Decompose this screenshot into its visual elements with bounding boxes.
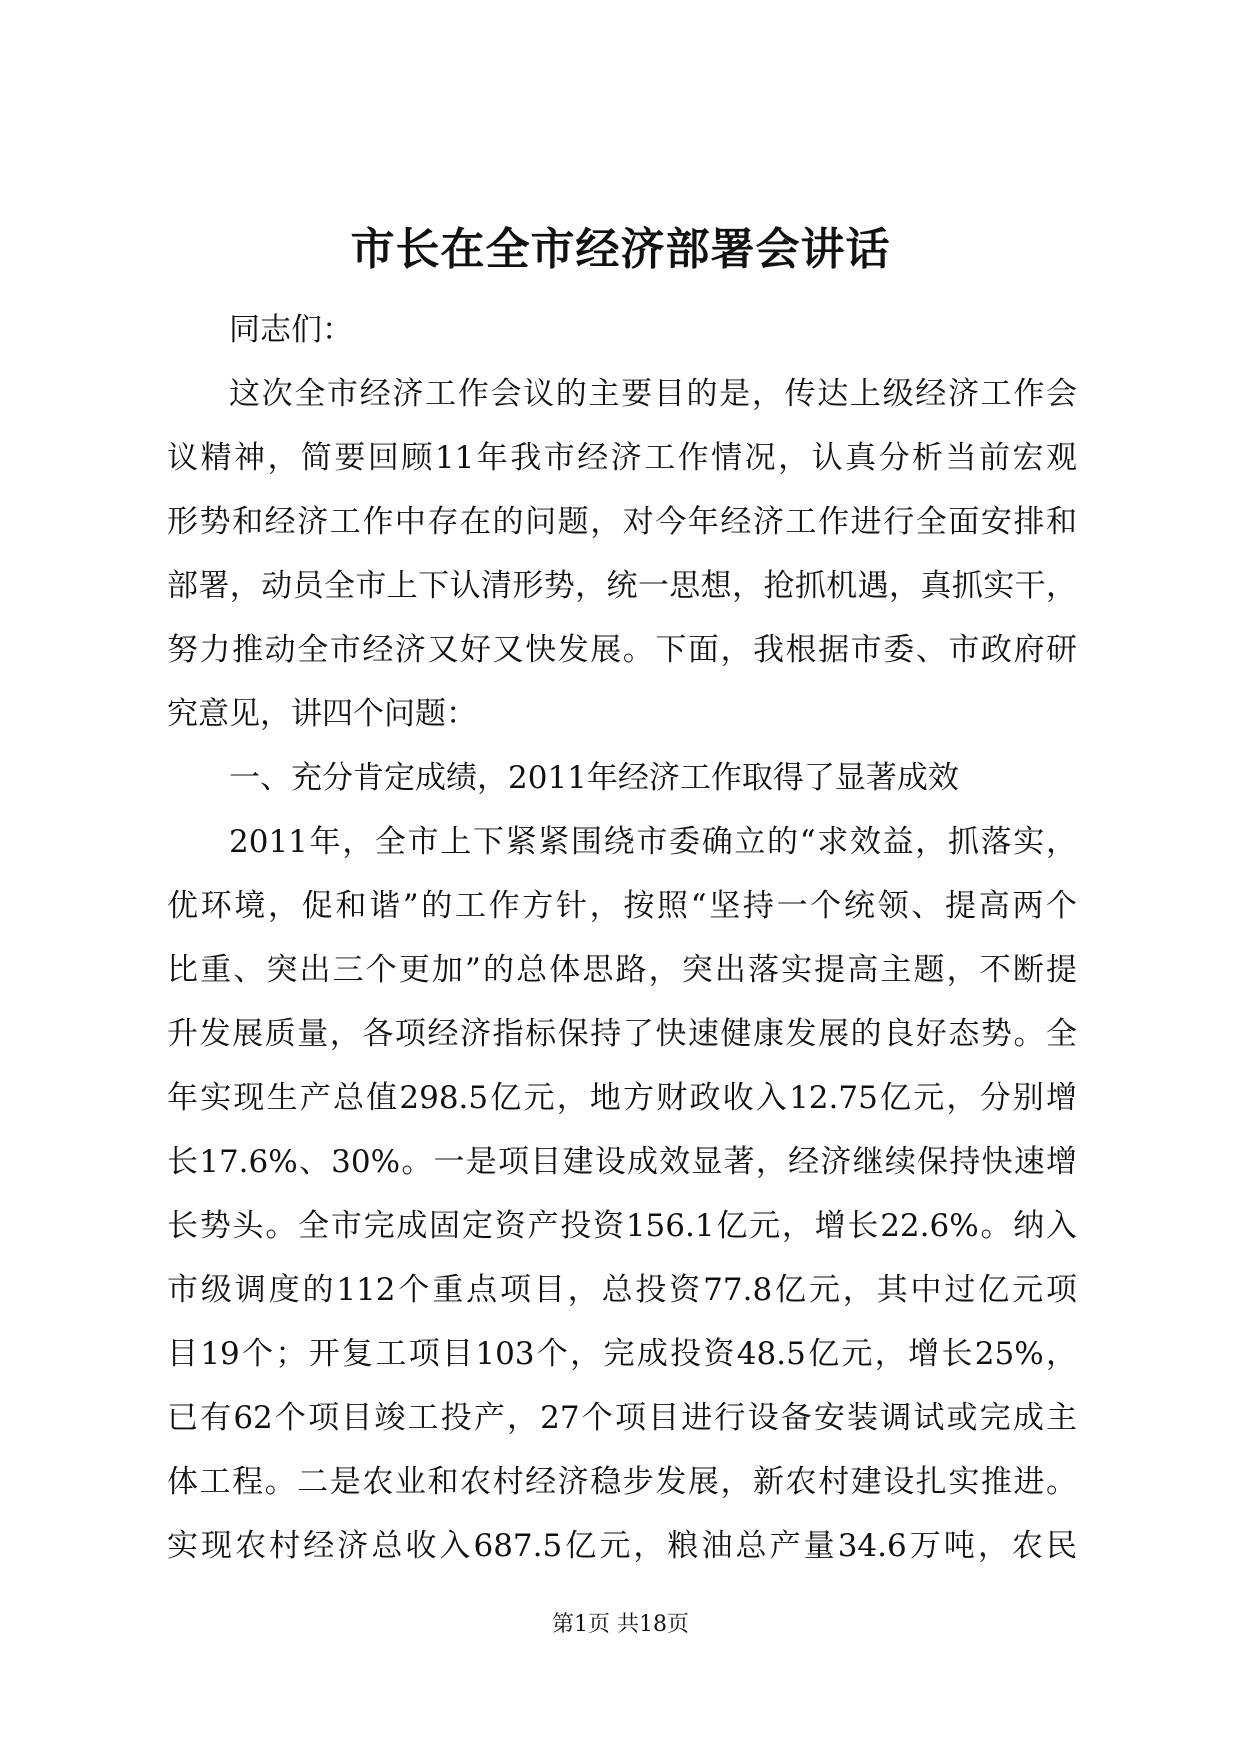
body-line: 目19个；开复工项目103个，完成投资48.5亿元，增长25%， [167, 1336, 1077, 1372]
body-line: 究意见，讲四个问题： [167, 696, 477, 732]
body-line: 一、充分肯定成绩，2011年经济工作取得了显著成效 [229, 760, 959, 796]
document-body [167, 298, 1077, 1578]
body-line: 优环境，促和谐”的工作方针，按照“坚持一个统领、提高两个 [167, 888, 1077, 924]
body-line: 这次全市经济工作会议的主要目的是，传达上级经济工作会 [229, 376, 1077, 412]
body-line: 市级调度的112个重点项目，总投资77.8亿元，其中过亿元项 [167, 1272, 1077, 1308]
body-line: 比重、突出三个更加”的总体思路，突出落实提高主题，不断提 [167, 952, 1077, 988]
body-line: 体工程。二是农业和农村经济稳步发展，新农村建设扎实推进。 [167, 1464, 1077, 1500]
document-title: 市长在全市经济部署会讲话 [350, 224, 891, 275]
body-line: 部署，动员全市上下认清形势，统一思想，抢抓机遇，真抓实干， [167, 568, 1077, 604]
body-line: 努力推动全市经济又好又快发展。下面，我根据市委、市政府研 [167, 632, 1077, 668]
body-line: 已有62个项目竣工投产，27个项目进行设备安装调试或完成主 [167, 1400, 1077, 1436]
body-line: 长势头。全市完成固定资产投资156.1亿元，增长22.6%。纳入 [167, 1208, 1077, 1244]
body-line: 长17.6%、30%。一是项目建设成效显著，经济继续保持快速增 [167, 1144, 1077, 1180]
body-line: 形势和经济工作中存在的问题，对今年经济工作进行全面安排和 [167, 504, 1077, 540]
body-line: 2011年，全市上下紧紧围绕市委确立的“求效益，抓落实， [229, 824, 1077, 860]
body-line: 实现农村经济总收入687.5亿元，粮油总产量34.6万吨，农民 [167, 1528, 1077, 1564]
page-number-footer: 第1页 共18页 [552, 1612, 689, 1637]
body-line: 同志们： [229, 312, 353, 348]
body-line: 升发展质量，各项经济指标保持了快速健康发展的良好态势。全 [167, 1016, 1077, 1052]
body-line: 年实现生产总值298.5亿元，地方财政收入12.75亿元，分别增 [167, 1080, 1077, 1116]
body-line: 议精神，简要回顾11年我市经济工作情况，认真分析当前宏观 [167, 440, 1077, 476]
